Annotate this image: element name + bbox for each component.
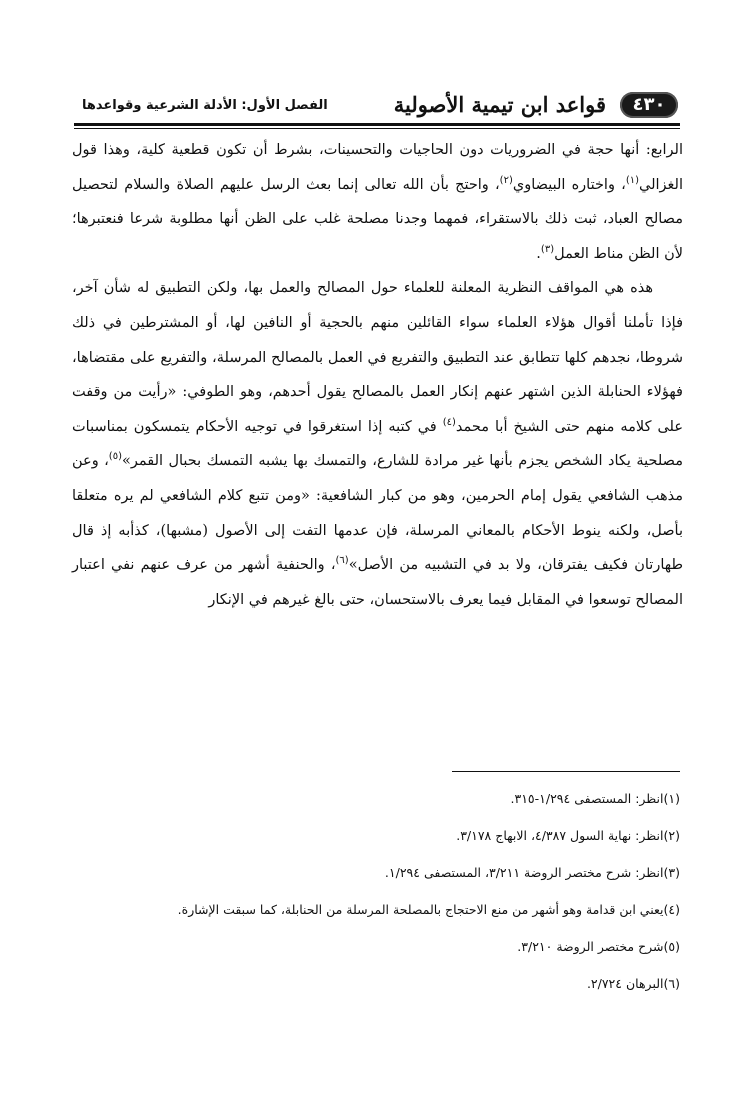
footnote-5: (٥)شرح مختصر الروضة ٣/٢١٠.: [517, 939, 680, 954]
book-title: قواعد ابن تيمية الأصولية: [393, 92, 606, 117]
main-text: [72, 133, 683, 617]
footnote-ref-2: (٢): [499, 174, 513, 186]
footnote-2: (٢)انظر: نهاية السول ٤/٣٨٧، الابهاج ٣/١٧٨.: [456, 828, 680, 843]
paragraph-2-text-1: هذه هي المواقف النظرية المعلنة للعلماء حول المصالح والعمل بها، ولكن التطبيق له شأن آخر، فإذا تأملنا أقوال هؤلاء العلماء سواء القائلين منهم بالحجية أو النافين لها، أو المشترطين في ذلك شروطا، نجدهم كلها تتطابق عند التطبيق والتفريع في العمل بالمصالح المرسلة، والتفريع على مقتضاها، فهؤلاء الحنابلة الذين اشتهر عنهم إنكار العمل بالمصالح يقول أحدهم، وهو الطوفي: «رأيت من وقفت على كلامه منهم حتى الشيخ أبا محمد: [72, 280, 683, 435]
page-number-badge: ٤٣٠: [620, 92, 678, 118]
paragraph-2-text-2: في كتبه إذا استغرقوا في توجيه الأحكام يتمسكون بمناسبات مصلحية يكاد الشخص يجزم بأنها غير مرادة للشارع، والتمسك بها يشبه التمسك بحبال القمر»: [72, 418, 683, 470]
footnote-separator: [452, 771, 680, 772]
paragraph-1-text-1: الرابع: أنها حجة في الضروريات دون الحاجيات والتحسينات، بشرط أن تكون قطعية كلية، وهذا قول الغزالي: [72, 142, 683, 193]
page-header: [82, 88, 678, 122]
chapter-title: الفصل الأول: الأدلة الشرعية وقواعدها: [82, 98, 328, 113]
header-divider: [74, 123, 680, 126]
footnote-1: (١)انظر: المستصفى ١/٢٩٤-٣١٥.: [510, 791, 680, 806]
header-divider-thin: [74, 128, 680, 129]
footnote-6: (٦)البرهان ٢/٧٢٤.: [586, 976, 680, 991]
paragraph-1-text-2: ، واختاره البيضاوي: [512, 176, 626, 193]
paragraph-2-text-4: ، والحنفية أشهر من عرف عنهم نفي اعتبار المصالح توسعوا في المقابل فيما يعرف بالاستحسان، حتى بالغ غيرهم في الإنكار: [72, 557, 683, 608]
paragraph-1-text-3: ، واحتج بأن الله تعالى إنما بعث الرسل عليهم الصلاة والسلام لتحصيل مصالح العباد، ثبت ذلك بالاستقراء، فمهما وجدنا مصلحة غلب على الظن أنها مطلوبة شرعا فنعتبرها؛ لأن الظن مناط العمل: [72, 176, 683, 262]
footnote-ref-3: (٣): [540, 243, 555, 255]
paragraph-2-text-3: ، وعن مذهب الشافعي يقول إمام الحرمين، وهو من كبار الشافعية: «ومن تتبع كلام الشافعي لم يره متعلقا بأصل، ولكنه ينوط الأحكام بالمعاني المرسلة، فإن عدمها التفت إلى الأصول (مشبها)، كذأبه إذ قال طهارتان فكيف يفترقان، ولا بد في التشبيه من الأصل»: [72, 453, 683, 574]
footnote-4: (٤)يعني ابن قدامة وهو أشهر من منع الاحتجاج بالمصلحة المرسلة من الحنابلة، كما سبقت الإشارة.: [177, 902, 680, 917]
paragraph-1: [72, 133, 683, 271]
footnote-3: (٣)انظر: شرح مختصر الروضة ٣/٢١١، المستصفى ١/٢٩٤.: [384, 865, 680, 880]
paragraph-1-text-4: .: [536, 245, 541, 262]
footnote-ref-6: (٦): [335, 555, 349, 567]
footnote-ref-1: (١): [625, 174, 640, 186]
paragraph-2: [72, 271, 683, 617]
footnote-ref-4: (٤): [442, 416, 456, 428]
footnotes: [72, 784, 680, 1006]
footnote-ref-5: (٥): [108, 451, 122, 463]
